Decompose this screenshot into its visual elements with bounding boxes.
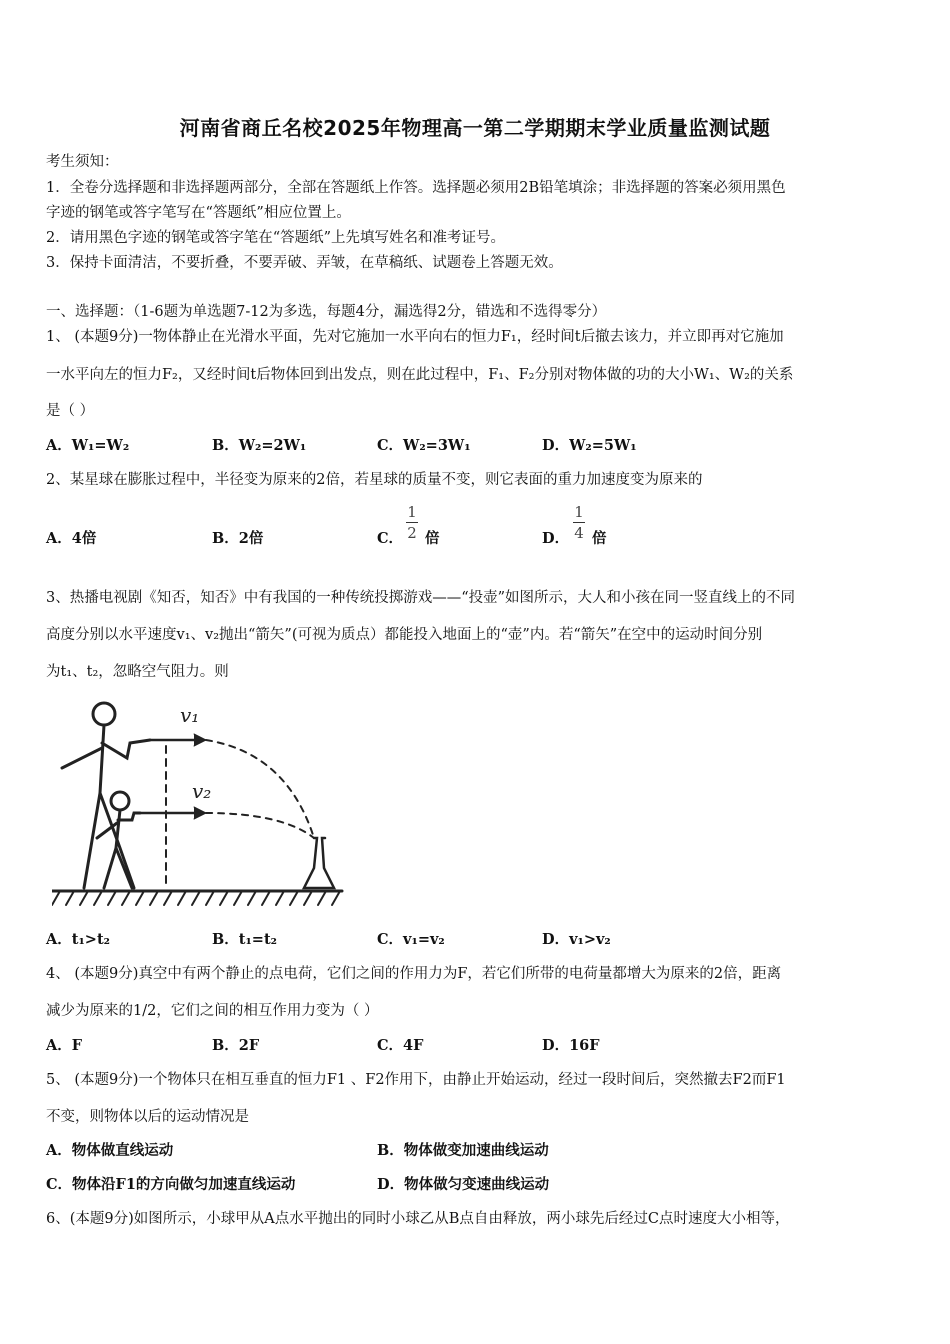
question-3-text: 高度分别以水平速度v₁、v₂抛出“箭矢”(可视为质点）都能投入地面上的“壶”内。若“箭矢”在空中的运动时间分别 xyxy=(46,627,763,643)
q3-option-a[interactable]: A．t₁>t₂ xyxy=(46,931,110,948)
q3-option-d[interactable]: D．v₁>v₂ xyxy=(542,931,611,948)
notice-heading: 考生须知： xyxy=(46,154,119,170)
q2-d-fraction xyxy=(573,503,585,542)
pot xyxy=(304,838,334,888)
notice-item: 3．保持卡面清洁，不要折叠，不要弄破、弄皱，在草稿纸、试题卷上答题无效。 xyxy=(46,255,563,271)
question-3-text: 3、热播电视剧《知否，知否》中有我国的一种传统投掷游戏——“投壶”如图所示，大人和小孩在同一竖直线上的不同 xyxy=(46,590,796,606)
ground-hatch xyxy=(52,891,340,905)
q1-option-c[interactable]: C．W₂=3W₁ xyxy=(377,437,471,454)
trajectory-2 xyxy=(206,813,314,838)
q5-option-b[interactable]: B．物体做变加速曲线运动 xyxy=(377,1142,549,1159)
q2-option-a[interactable]: A．4倍 xyxy=(46,530,97,547)
question-5-text: 5、 (本题9分)一个物体只在相互垂直的恒力F1 、F2作用下，由静止开始运动，经过一段时间后，突然撤去F2而F1 xyxy=(46,1072,786,1088)
fraction-denominator: 2 xyxy=(407,524,417,542)
q1-option-a[interactable]: A．W₁=W₂ xyxy=(46,437,130,454)
question-2-text: 2、某星球在膨胀过程中，半径变为原来的2倍，若星球的质量不变，则它表面的重力加速度变为原来的 xyxy=(46,472,703,488)
q4-option-c[interactable]: C．4F xyxy=(377,1037,424,1054)
question-3-text: 为t₁、t₂，忽略空气阻力。则 xyxy=(46,664,229,680)
v2-arrowhead xyxy=(194,807,206,819)
q4-option-d[interactable]: D．16F xyxy=(542,1037,600,1054)
adult-head xyxy=(93,703,115,725)
question-1-text: 一水平向左的恒力F₂，又经时间t后物体回到出发点，则在此过程中，F₁、F₂分别对物体做的功的大小W₁、W₂的关系 xyxy=(46,367,794,383)
q5-option-c[interactable]: C．物体沿F1的方向做匀加速直线运动 xyxy=(46,1176,296,1193)
q4-option-b[interactable]: B．2F xyxy=(212,1037,260,1054)
question-5-text: 不变，则物体以后的运动情况是 xyxy=(46,1109,249,1125)
q2-option-d-suffix: 倍 xyxy=(592,530,607,547)
adult-body xyxy=(62,725,150,888)
q5-option-d[interactable]: D．物体做匀变速曲线运动 xyxy=(377,1176,550,1193)
fraction-numerator: 1 xyxy=(574,503,584,521)
child-body xyxy=(97,810,140,888)
q1-option-b[interactable]: B．W₂=2W₁ xyxy=(212,437,307,454)
v1-label: v₁ xyxy=(180,703,200,727)
v2-label: v₂ xyxy=(192,779,212,803)
notice-item: 字迹的钢笔或答字笔写在“答题纸”相应位置上。 xyxy=(46,205,351,221)
fraction-numerator: 1 xyxy=(407,503,417,521)
section-heading: 一、选择题：（1-6题为单选题7-12为多选，每题4分，漏选得2分，错选和不选得零分） xyxy=(46,304,607,320)
notice-item: 1．全卷分选择题和非选择题两部分，全部在答题纸上作答。选择题必须用2B铅笔填涂；非选择题的答案必须用黑色 xyxy=(46,180,786,196)
fraction-bar xyxy=(573,522,585,523)
v1-arrowhead xyxy=(194,734,206,746)
child-head xyxy=(111,792,129,810)
q3-option-b[interactable]: B．t₁=t₂ xyxy=(212,931,278,948)
q3-option-c[interactable]: C．v₁=v₂ xyxy=(377,931,445,948)
q1-option-d[interactable]: D．W₂=5W₁ xyxy=(542,437,637,454)
notice-item: 2．请用黑色字迹的钢笔或答字笔在“答题纸”上先填写姓名和准考证号。 xyxy=(46,230,506,246)
touhu-figure xyxy=(52,698,352,913)
q2-option-b[interactable]: B．2倍 xyxy=(212,530,264,547)
q2-c-fraction xyxy=(406,503,418,542)
question-6-text: 6、(本题9分)如图所示，小球甲从A点水平抛出的同时小球乙从B点自由释放，两小球先后经过C点时速度大小相等， xyxy=(46,1211,790,1227)
q2-option-c[interactable]: C． xyxy=(377,530,404,547)
q2-option-c-suffix: 倍 xyxy=(425,530,440,547)
q4-option-a[interactable]: A．F xyxy=(46,1037,83,1054)
question-4-text: 4、 (本题9分)真空中有两个静止的点电荷，它们之间的作用力为F，若它们所带的电荷量都增大为原来的2倍，距离 xyxy=(46,966,782,982)
fraction-denominator: 4 xyxy=(574,524,584,542)
exam-title: 河南省商丘名校2025年物理高一第二学期期末学业质量监测试题 xyxy=(179,116,771,140)
fraction-bar xyxy=(406,522,418,523)
question-4-text: 减少为原来的1/2，它们之间的相互作用力变为（ ） xyxy=(46,1003,379,1019)
q2-option-d[interactable]: D． xyxy=(542,530,570,547)
question-1-text: 1、 (本题9分)一物体静止在光滑水平面，先对它施加一水平向右的恒力F₁，经时间t后撤去该力，并立即再对它施加 xyxy=(46,329,784,345)
q5-option-a[interactable]: A．物体做直线运动 xyxy=(46,1142,174,1159)
trajectory-1 xyxy=(206,740,314,838)
question-1-text: 是（ ） xyxy=(46,403,95,419)
